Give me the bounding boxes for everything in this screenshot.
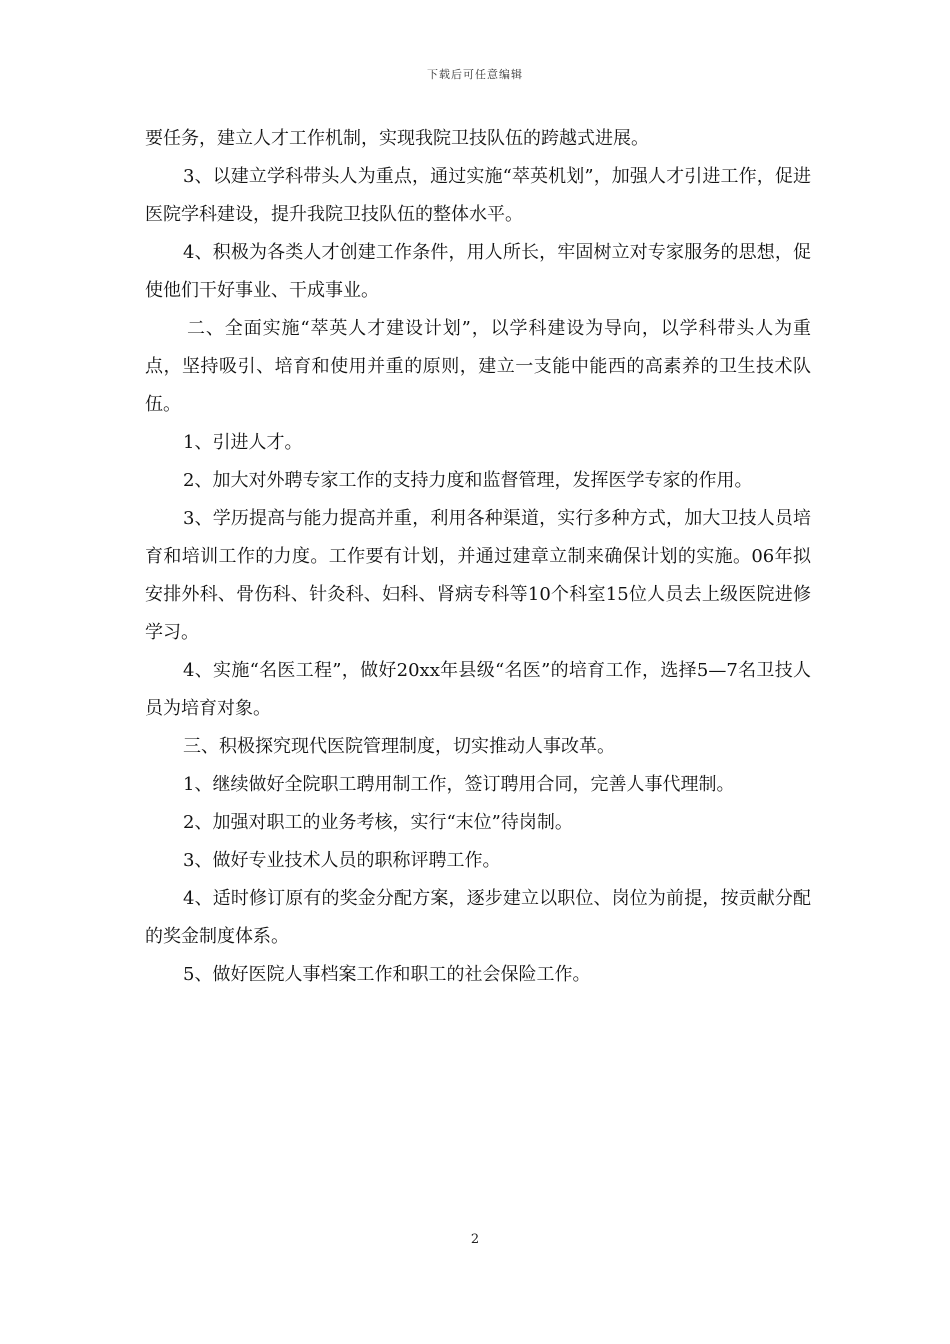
- section-heading: 三、积极探究现代医院管理制度，切实推动人事改革。: [183, 736, 615, 757]
- paragraph: 3、以建立学科带头人为重点，通过实施“萃英机划”，加强人才引进工作，促进医院学科建设，提升我院卫技队伍的整体水平。: [145, 166, 811, 225]
- paragraph: 4、积极为各类人才创建工作条件，用人所长，牢固树立对专家服务的思想，促使他们干好事业、干成事业。: [145, 242, 811, 301]
- header-note: 下载后可任意编辑: [427, 68, 523, 81]
- paragraph: 4、适时修订原有的奖金分配方案，逐步建立以职位、岗位为前提，按贡献分配的奖金制度体系。: [145, 888, 811, 947]
- paragraph: 1、继续做好全院职工聘用制工作，签订聘用合同，完善人事代理制。: [183, 774, 735, 795]
- paragraph: 4、实施“名医工程”，做好20xx年县级“名医”的培育工作，选择5—7名卫技人员为培育对象。: [145, 660, 811, 719]
- paragraph: 3、做好专业技术人员的职称评聘工作。: [183, 850, 501, 871]
- page-number: 2: [470, 1232, 480, 1247]
- section-heading: 二、全面实施“萃英人才建设计划”，以学科建设为导向，以学科带头人为重点，坚持吸引、培育和使用并重的原则，建立一支能中能西的高素养的卫生技术队伍。: [145, 318, 811, 415]
- document-body: [145, 120, 811, 994]
- paragraph: 5、做好医院人事档案工作和职工的社会保险工作。: [183, 964, 591, 985]
- paragraph: 2、加强对职工的业务考核，实行“末位”待岗制。: [183, 812, 573, 833]
- paragraph: 1、引进人才。: [183, 432, 303, 453]
- paragraph: 3、学历提高与能力提高并重，利用各种渠道，实行多种方式，加大卫技人员培育和培训工作的力度。工作要有计划，并通过建章立制来确保计划的实施。06年拟安排外科、骨伤科、针灸科、妇科、肾病专科等10个科室15位人员去上级医院进修学习。: [145, 508, 811, 643]
- paragraph: 2、加大对外聘专家工作的支持力度和监督管理，发挥医学专家的作用。: [183, 470, 753, 491]
- paragraph: 要任务，建立人才工作机制，实现我院卫技队伍的跨越式进展。: [145, 128, 649, 149]
